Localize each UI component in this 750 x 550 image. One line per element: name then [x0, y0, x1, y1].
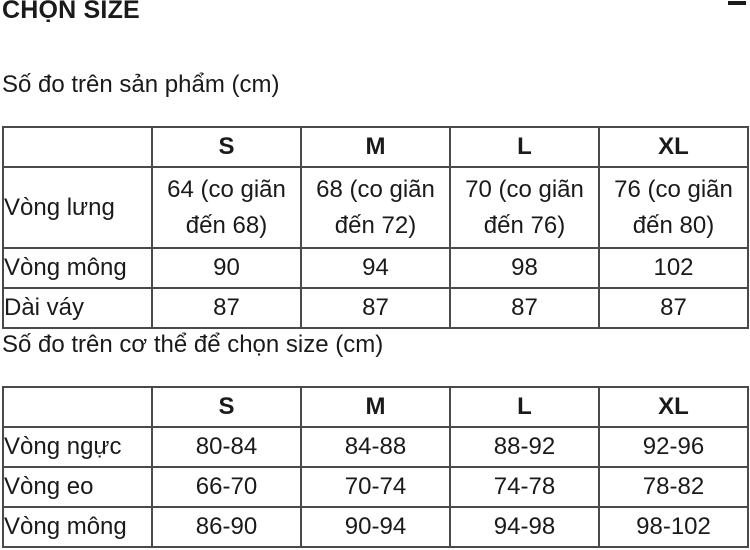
empty-header-cell — [3, 127, 152, 167]
table-row — [3, 507, 748, 547]
size-header-m: M — [301, 387, 450, 427]
table-cell: 98 — [450, 248, 599, 288]
page-title: CHỌN SIZE — [2, 0, 140, 24]
table-header-row — [3, 387, 748, 427]
table-cell: 66-70 — [152, 467, 301, 507]
size-guide-header — [0, 0, 750, 26]
body-measurements-title: Số đo trên cơ thể để chọn size (cm) — [2, 331, 384, 358]
cell-line: 76 (co giãn — [614, 175, 733, 203]
table-cell: 78-82 — [599, 467, 748, 507]
cell-line: đến 80) — [632, 211, 715, 239]
table-row — [3, 167, 748, 248]
table-cell: 70-74 — [301, 467, 450, 507]
table-cell — [599, 167, 748, 248]
row-label: Vòng eo — [3, 467, 152, 507]
row-label: Vòng mông — [3, 507, 152, 547]
minus-icon[interactable] — [728, 1, 746, 5]
table-cell — [152, 167, 301, 248]
table-cell: 84-88 — [301, 427, 450, 467]
row-label: Dài váy — [3, 288, 152, 328]
row-label: Vòng lưng — [3, 167, 152, 248]
table-cell: 87 — [301, 288, 450, 328]
row-label: Vòng mông — [3, 248, 152, 288]
table-cell: 90-94 — [301, 507, 450, 547]
table-row — [3, 427, 748, 467]
table-cell: 87 — [450, 288, 599, 328]
row-label: Vòng ngực — [3, 427, 152, 467]
body-measurements-table — [2, 386, 749, 548]
cell-line: đến 72) — [334, 211, 417, 239]
table-row — [3, 248, 748, 288]
table-cell: 86-90 — [152, 507, 301, 547]
table-cell: 102 — [599, 248, 748, 288]
size-header-xl: XL — [599, 387, 748, 427]
table-cell: 92-96 — [599, 427, 748, 467]
table-cell — [450, 167, 599, 248]
table-cell: 98-102 — [599, 507, 748, 547]
cell-line: 70 (co giãn — [465, 175, 584, 203]
size-header-xl: XL — [599, 127, 748, 167]
cell-line: 64 (co giãn — [167, 175, 286, 203]
size-header-m: M — [301, 127, 450, 167]
size-header-l: L — [450, 387, 599, 427]
table-cell: 87 — [599, 288, 748, 328]
cell-line: đến 76) — [483, 211, 566, 239]
table-row — [3, 288, 748, 328]
product-measurements-title: Số đo trên sản phẩm (cm) — [2, 71, 280, 98]
table-cell: 90 — [152, 248, 301, 288]
table-cell: 74-78 — [450, 467, 599, 507]
empty-header-cell — [3, 387, 152, 427]
table-header-row — [3, 127, 748, 167]
table-cell — [301, 167, 450, 248]
product-measurements-table — [2, 126, 749, 329]
table-cell: 94 — [301, 248, 450, 288]
table-row — [3, 467, 748, 507]
cell-line: 68 (co giãn — [316, 175, 435, 203]
table-cell: 94-98 — [450, 507, 599, 547]
size-header-l: L — [450, 127, 599, 167]
table-cell: 88-92 — [450, 427, 599, 467]
size-header-s: S — [152, 387, 301, 427]
size-header-s: S — [152, 127, 301, 167]
cell-line: đến 68) — [185, 211, 268, 239]
table-cell: 80-84 — [152, 427, 301, 467]
table-cell: 87 — [152, 288, 301, 328]
